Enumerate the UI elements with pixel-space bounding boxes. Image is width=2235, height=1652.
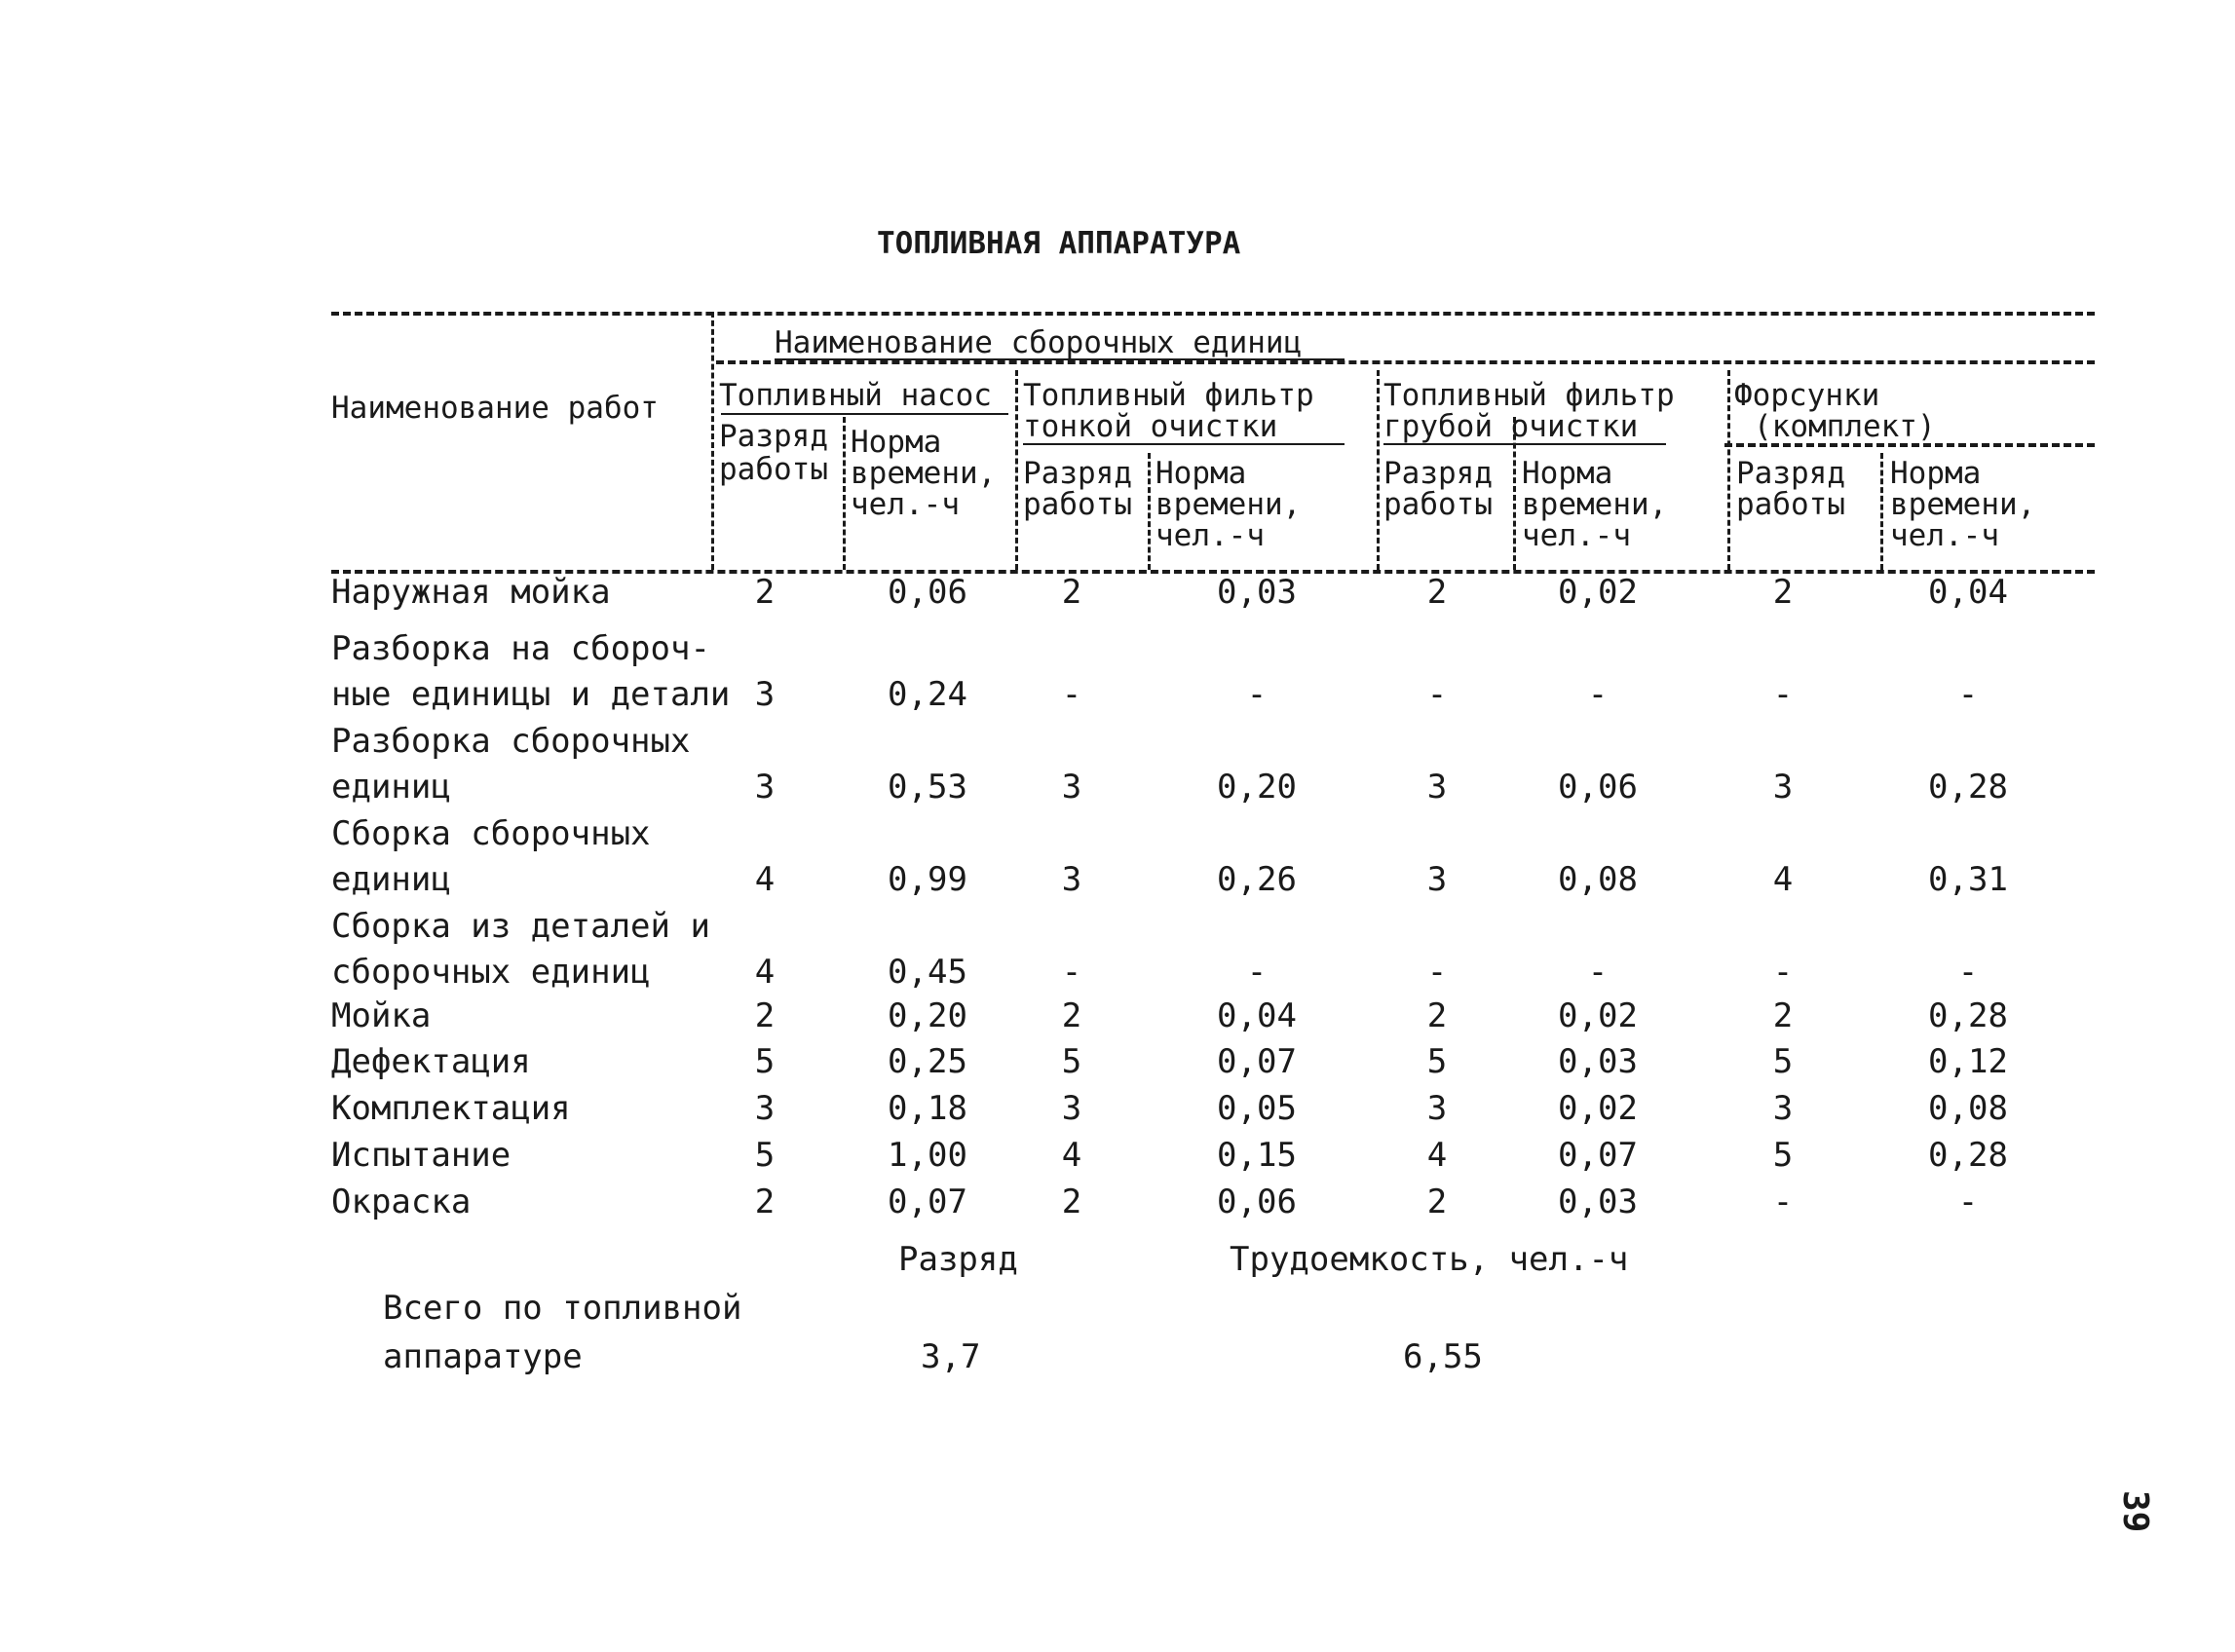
grade-cell: 3 [754,768,776,807]
grade-cell: 3 [1426,860,1448,899]
grade-cell: 3 [754,675,776,714]
grade-cell: - [1772,675,1794,714]
norm-cell: 0,28 [1928,768,2008,807]
group-underline [721,413,1008,415]
norm-header-3: чел.-ч [1522,518,1631,553]
norm-cell: 0,20 [888,996,967,1035]
row-label: Окраска [331,1183,472,1221]
norm-cell: 0,02 [1558,573,1638,612]
norm-header-2: времени, [1155,487,1302,522]
row-label: Сборка из деталей и [331,907,710,946]
table-top-rule [331,312,2095,316]
row-label: Дефектация [331,1042,531,1081]
norm-cell: 0,02 [1558,996,1638,1035]
grade-cell: 4 [1426,1136,1448,1175]
grade-cell: 4 [1061,1136,1082,1175]
grade-cell: 5 [1426,1042,1448,1081]
group-injectors-sub: (комплект) [1754,409,1936,444]
grade-header: Разряд [719,419,828,454]
norm-cell: 0,07 [888,1183,967,1221]
norm-cell: 0,06 [1217,1183,1297,1221]
norm-cell: - [1957,1183,1979,1221]
norm-cell: - [1957,675,1979,714]
grade-header-2: работы [1023,487,1132,522]
norm-cell: 0,06 [1558,768,1638,807]
page-title: ТОПЛИВНАЯ АППАРАТУРА [877,226,1241,261]
norm-cell: - [1957,953,1979,992]
norm-header-3: чел.-ч [851,487,960,522]
norm-header: Норма [1890,456,1982,491]
norm-cell: 0,04 [1928,573,2008,612]
grade-cell: - [1426,675,1448,714]
norm-cell: 0,03 [1558,1042,1638,1081]
norm-cell: 1,00 [888,1136,967,1175]
norm-cell: 0,07 [1558,1136,1638,1175]
norm-header-3: чел.-ч [1155,518,1265,553]
grade-cell: 4 [754,953,776,992]
grade-cell: 2 [1772,573,1794,612]
grade-cell: - [1772,1183,1794,1221]
grade-header: Разряд [1383,456,1493,491]
grade-cell: 3 [1061,1089,1082,1128]
norm-cell: 0,05 [1217,1089,1297,1128]
row-label: Мойка [331,996,432,1035]
grade-cell: 4 [754,860,776,899]
page-number: 39 [2115,1490,2155,1533]
grade-cell: 2 [1426,996,1448,1035]
summary-labor-label: Трудоемкость, чел.-ч [1230,1240,1629,1279]
norm-cell: 0,45 [888,953,967,992]
row-label: Разборка на сбороч- [331,629,710,668]
grade-header: Разряд [1736,456,1845,491]
group-fuel-pump: Топливный насос [719,378,992,413]
grade-cell: 2 [754,573,776,612]
norm-cell: 0,20 [1217,768,1297,807]
grade-cell: 2 [1772,996,1794,1035]
grade-cell: 3 [1061,860,1082,899]
row-label-continued: единиц [331,768,451,807]
norm-header-2: времени, [851,456,997,491]
grade-cell: 5 [1772,1042,1794,1081]
norm-cell: 0,08 [1558,860,1638,899]
grade-cell: 2 [1061,1183,1082,1221]
header-separator [1880,453,1883,570]
grade-cell: - [1061,675,1082,714]
row-label: Наружная мойка [331,573,611,612]
summary-grade-value: 3,7 [921,1337,981,1376]
grade-cell: - [1426,953,1448,992]
row-label-continued: единиц [331,860,451,899]
header-separator [1727,370,1730,570]
norm-cell: - [1587,675,1609,714]
header-separator [711,312,714,570]
grade-header-2: работы [1383,487,1493,522]
norm-cell: - [1246,675,1268,714]
grade-cell: 3 [1772,768,1794,807]
norm-cell: 0,15 [1217,1136,1297,1175]
norm-cell: 0,99 [888,860,967,899]
grade-cell: - [1772,953,1794,992]
row-label: Испытание [331,1136,511,1175]
norm-cell: 0,28 [1928,1136,2008,1175]
row-label: Разборка сборочных [331,722,691,761]
norm-cell: 0,53 [888,768,967,807]
assembly-header-rule [716,360,2095,364]
norm-cell: 0,02 [1558,1089,1638,1128]
norm-cell: 0,06 [888,573,967,612]
norm-cell: - [1587,953,1609,992]
row-label: Комплектация [331,1089,571,1128]
assembly-units-header: Наименование сборочных единиц [775,325,1303,360]
grade-cell: 2 [754,1183,776,1221]
row-label-continued: сборочных единиц [331,953,651,992]
grade-header-2: работы [1736,487,1845,522]
grade-cell: 3 [1426,768,1448,807]
norm-cell: 0,07 [1217,1042,1297,1081]
norm-header-3: чел.-ч [1890,518,1999,553]
grade-cell: 3 [1426,1089,1448,1128]
grade-cell: 5 [1772,1136,1794,1175]
norm-cell: 0,28 [1928,996,2008,1035]
norm-cell: 0,24 [888,675,967,714]
group-fine-filter: Топливный фильтр [1023,378,1314,413]
norm-cell: 0,31 [1928,860,2008,899]
norm-cell: 0,03 [1558,1183,1638,1221]
row-label: Сборка сборочных [331,814,651,853]
header-separator [1377,370,1380,570]
norm-cell: 0,25 [888,1042,967,1081]
grade-cell: 5 [754,1042,776,1081]
row-label-continued: ные единицы и детали [331,675,731,714]
norm-cell: 0,12 [1928,1042,2008,1081]
norm-cell: 0,08 [1928,1089,2008,1128]
grade-cell: 4 [1772,860,1794,899]
header-separator [1015,370,1018,570]
header-separator [843,417,846,570]
norm-header: Норма [851,425,942,460]
norm-cell: - [1246,953,1268,992]
summary-total-label: Всего по топливной [383,1289,742,1328]
grade-header: Разряд [1023,456,1132,491]
norm-cell: 0,18 [888,1089,967,1128]
group-coarse-filter: Топливный фильтр [1383,378,1675,413]
norm-cell: 0,04 [1217,996,1297,1035]
grade-cell: 3 [1061,768,1082,807]
grade-cell: 5 [754,1136,776,1175]
grade-cell: 2 [1426,1183,1448,1221]
grade-cell: - [1061,953,1082,992]
norm-header: Норма [1155,456,1247,491]
grade-cell: 3 [1772,1089,1794,1128]
norm-header-2: времени, [1890,487,2036,522]
grade-header-2: работы [719,452,828,487]
header-separator [1148,453,1151,570]
grade-cell: 2 [1426,573,1448,612]
group-injectors: Форсунки [1734,378,1880,413]
norm-header: Норма [1522,456,1613,491]
norm-header-2: времени, [1522,487,1668,522]
group-coarse-filter-sub: грубой очистки [1383,409,1639,444]
summary-total-label-2: аппаратуре [383,1337,583,1376]
grade-cell: 5 [1061,1042,1082,1081]
grade-cell: 2 [754,996,776,1035]
grade-cell: 2 [1061,996,1082,1035]
grade-cell: 3 [754,1089,776,1128]
norm-cell: 0,26 [1217,860,1297,899]
grade-cell: 2 [1061,573,1082,612]
summary-grade-label: Разряд [898,1240,1018,1279]
group-fine-filter-sub: тонкой очистки [1023,409,1278,444]
summary-labor-value: 6,55 [1403,1337,1483,1376]
norm-cell: 0,03 [1217,573,1297,612]
work-name-header: Наименование работ [331,391,659,426]
